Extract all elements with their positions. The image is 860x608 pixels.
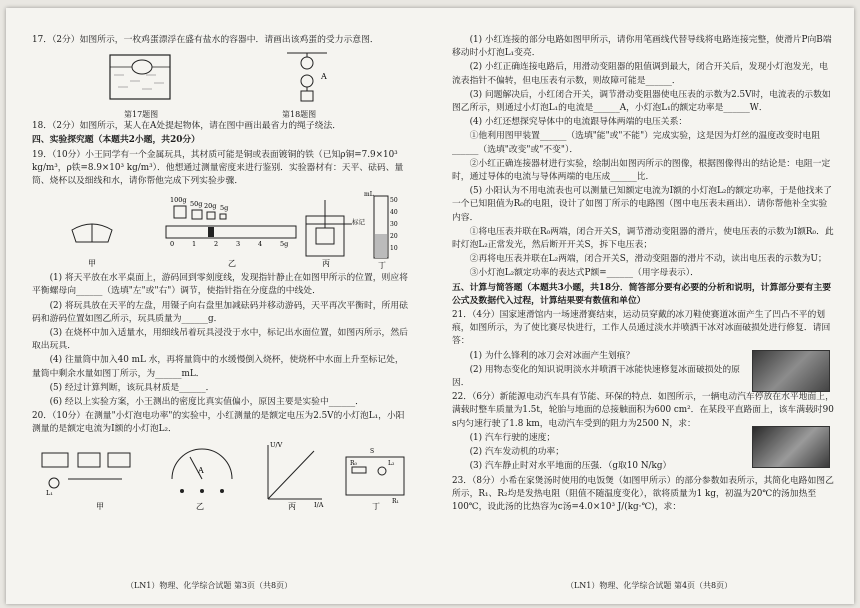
svg-text:R₀: R₀: [350, 459, 357, 467]
question-20-4: (4) 小红还想探究导体中的电流跟导体两端的电压关系：: [469, 117, 688, 128]
svg-text:10: 10: [390, 245, 398, 253]
question-19-3: (3) 在烧杯中加入适量水，用细线吊着玩具浸没于水中，标记出水面位置，如图丙所示，然后取出玩具．: [32, 328, 408, 352]
exam-sheet: [6, 8, 854, 604]
svg-text:U/V: U/V: [270, 440, 283, 449]
question-20: 20．（10分）在测量"小灯泡电功率"的实验中，小红测量的是额定电压为2.5V的小灯泡L₁，小阳测量的是额定电流为I额的小灯泡L₂．: [32, 411, 405, 435]
question-20-5b: ②再将电压表并联在L₂两端，闭合开关S，滑动变阻器的滑片不动，读出电压表的示数为U；: [469, 254, 827, 265]
question-20-4b: ②小红正确连接器材进行实验，绘制出如图丙所示的图像，根据图像得出的结论是：电阻一定时，通过导体的电流与导体两端的电压成______比．: [452, 158, 831, 183]
ammeter-figure: [172, 449, 232, 493]
fig19-label-ding: 丁: [378, 261, 386, 271]
page-footer-right: （LN1）物理、化学综合试题 第4页（共8页）: [566, 581, 733, 590]
question-19-6: (6) 经以上实验方案，小王测出的密度比真实值偏小，原因主要是实验中______．: [49, 397, 364, 408]
svg-text:5g: 5g: [220, 204, 229, 213]
question-21-block: [452, 309, 834, 390]
svg-text:20: 20: [390, 233, 398, 241]
question-20-5: (5) 小阳认为不用电流表也可以测量已知额定电流为I额的小灯泡L₂的额定功率，于是他找来了一个已知阻值为R₀的电阻，设计了如图丁所示的电路图（图中电压表未画出）．请你帮他补全实验内容．: [452, 186, 832, 223]
question-20-4a: ①他利用图甲装置______（选填"能"或"不能"）完成实验，这是因为灯丝的温度改变时电阻______（选填"改变"或"不变"）．: [452, 131, 821, 155]
svg-text:R₁: R₁: [392, 497, 399, 505]
question-19-4: (4) 往量筒中加入40 mL 水，再将量筒中的水缓慢倒入烧杯，使烧杯中水面上升至标记处，量筒中剩余水量如图丁所示，为______mL．: [32, 355, 404, 379]
balance-dial-figure: [72, 224, 112, 242]
svg-text:A: A: [321, 72, 327, 82]
graduated-cylinder-figure: [364, 191, 398, 258]
svg-text:mL: mL: [364, 191, 374, 199]
question-20-2: (2) 小红正确连接电路后，用滑动变阻器的阻值调到最大，闭合开关后，发现小灯泡发光，电流表指针不偏转，但电压表有示数，则故障可能是______．: [452, 62, 828, 86]
question-20-1: (1) 小红连接的部分电路如图甲所示，请你用笔画线代替导线将电路连接完整，使滑片P向B端移动时小灯泡L₁变亮．: [452, 35, 832, 59]
pulley-figure: [277, 49, 337, 105]
ruler-figure: [166, 226, 296, 248]
weights-figure: [170, 196, 228, 219]
svg-text:50: 50: [390, 197, 398, 205]
question-19-5: (5) 经过计算判断，该玩具材质是______．: [49, 382, 215, 393]
circuit-jia-figure: [42, 453, 130, 497]
figures-17-18: [32, 49, 412, 107]
svg-text:4: 4: [258, 240, 263, 249]
question-17: 17．（2分）如图所示，一枚鸡蛋漂浮在盛有盐水的容器中．请画出该鸡蛋的受力示意图．: [32, 35, 379, 45]
fig20-label-ding: 丁: [372, 501, 380, 511]
svg-text:标记: 标记: [352, 218, 365, 227]
fig19-label-yi: 乙: [228, 259, 236, 269]
fig20-label-bing: 丙: [288, 501, 296, 511]
question-20-3: (3) 问题解决后，小红闭合开关，调节滑动变阻器使电压表的示数为2.5V时，电流表的示数如图乙所示，则通过小灯泡L₁的电流是______A，小灯泡L₁的额定功率是______W．: [452, 89, 831, 114]
question-22-block: [452, 391, 834, 473]
electric-car-photo: [752, 426, 830, 468]
question-21-1: (1) 为什么锋利的冰刀会对冰面产生划痕？: [469, 350, 635, 361]
fig20-label-jia: 甲: [96, 501, 104, 511]
circuit-ding-figure: [346, 448, 404, 505]
iu-graph-figure: [268, 441, 324, 509]
svg-text:3: 3: [236, 240, 241, 249]
beaker-with-toy-figure: [306, 200, 366, 256]
fig19-label-bing: 丙: [322, 259, 330, 269]
egg-in-saltwater-figure: [102, 49, 182, 101]
fig20-label-yi: 乙: [196, 501, 204, 511]
svg-text:50g: 50g: [190, 200, 203, 209]
svg-text:A: A: [198, 465, 204, 475]
question-18: 18．（2分）如图所示，某人在A处提起物体，请在图中画出最省力的绳子绕法．: [32, 121, 342, 132]
question-20-5c: ③小灯泡L₂额定功率的表达式P额=______（用字母表示）．: [469, 268, 699, 279]
svg-text:L₂: L₂: [388, 459, 395, 467]
fig19-label-jia: 甲: [88, 259, 96, 269]
svg-text:5g: 5g: [280, 240, 289, 249]
figure-19: [32, 190, 412, 272]
right-column: [452, 34, 834, 515]
svg-text:I/A: I/A: [314, 500, 324, 509]
question-19-1: (1) 将天平放在水平桌面上，游码回到零刻度线，发现指针静止在如图甲所示的位置，则应将平衡螺母向______（选填"左"或"右"）调节，使指针指在分度盘的中线处．: [32, 273, 408, 297]
svg-text:L₁: L₁: [46, 488, 53, 497]
svg-text:100g: 100g: [170, 196, 187, 205]
svg-text:1: 1: [192, 240, 197, 249]
fig17-caption: 第17题图: [124, 110, 159, 120]
figure-20: [32, 439, 412, 511]
svg-text:2: 2: [214, 240, 219, 249]
svg-text:30: 30: [390, 221, 398, 229]
svg-text:40: 40: [390, 209, 398, 217]
svg-text:0: 0: [170, 240, 175, 249]
question-20-5a: ①将电压表并联在R₀两端，闭合开关S，调节滑动变阻器的滑片，使电压表的示数为I额R₀．此时灯泡L₂正常发光，然后断开开关S，拆下电压表；: [452, 226, 834, 251]
question-22: 22．（6分）新能源电动汽车具有节能、环保的特点．如图所示，一辆电动汽车停放在水平地面上，满载时整车质量为1.5t，轮胎与地面的总接触面积为600 cm²．在某段平直路面上，该车满载时90 s内匀速行驶了1.8 km，电动汽车受到的阻力为2500 N，求：: [452, 392, 834, 429]
question-21: 21．（4分）国家速滑馆内一场速滑赛结束，运动员穿戴的冰刀鞋使赛道冰面产生了凹凸不平的划痕，如图所示，为了使比赛尽快进行，工作人员通过淡水并喷洒干冰对冰面破损处进行修复．请回答：: [452, 310, 831, 347]
question-23: 23．（8分）小希在家煲汤时使用的电饭煲（如图甲所示）的部分参数如表所示，其简化电路如图乙所示，R₁、R₂均是发热电阻（阻值不随温度变化），欲将质量为1 kg，初温为20℃的汤加热至100℃，设此汤的比热容为c汤=4.0×10³ J/(kg·℃)，求：: [452, 475, 834, 512]
section-5-heading: 五、计算与简答题（本题共3小题，共18分．简答部分要有必要的分析和说明，计算部分要有主要公式及数据代入过程，计算结果要有数值和单位）: [452, 282, 832, 306]
fig-captions-17-18: [32, 108, 412, 120]
fig18-caption: 第18题图: [282, 110, 317, 120]
left-column: [32, 34, 412, 511]
page-footer-left: （LN1）物理、化学综合试题 第3页（共8页）: [126, 581, 293, 590]
question-19: 19．（10分）小王同学有一个金属玩具，其材质可能是铜或表面镀铜的铁（已知ρ铜=7.9×10³ kg/m³，ρ铁=8.9×10³ kg/m³）．他想通过测量密度来进行鉴别．实验器材有：天平、砝码、量筒、烧杯以及细线和水，请你帮他完成下列实验步骤．: [32, 149, 404, 187]
question-21-2: (2) 用物态变化的知识说明淡水并喷洒干冰能快速修复冰面破损处的原因．: [452, 364, 740, 389]
svg-text:20g: 20g: [204, 202, 217, 211]
section-4-heading: 四、实验探究题（本题共2小题，共20分）: [32, 135, 200, 146]
question-22-2: (2) 汽车发动机的功率；: [469, 447, 565, 458]
question-19-2: (2) 将玩具放在天平的左盘，用镊子向右盘里加减砝码并移动游码，天平再次平衡时，所用砝码和游码位置如图乙所示，玩具质量为______g．: [32, 300, 408, 324]
speed-skate-photo: [752, 350, 830, 392]
svg-text:S: S: [370, 447, 375, 455]
question-22-3: (3) 汽车静止时对水平地面的压强．（g取10 N/kg）: [469, 461, 672, 472]
question-22-1: (1) 汽车行驶的速度；: [469, 432, 556, 443]
